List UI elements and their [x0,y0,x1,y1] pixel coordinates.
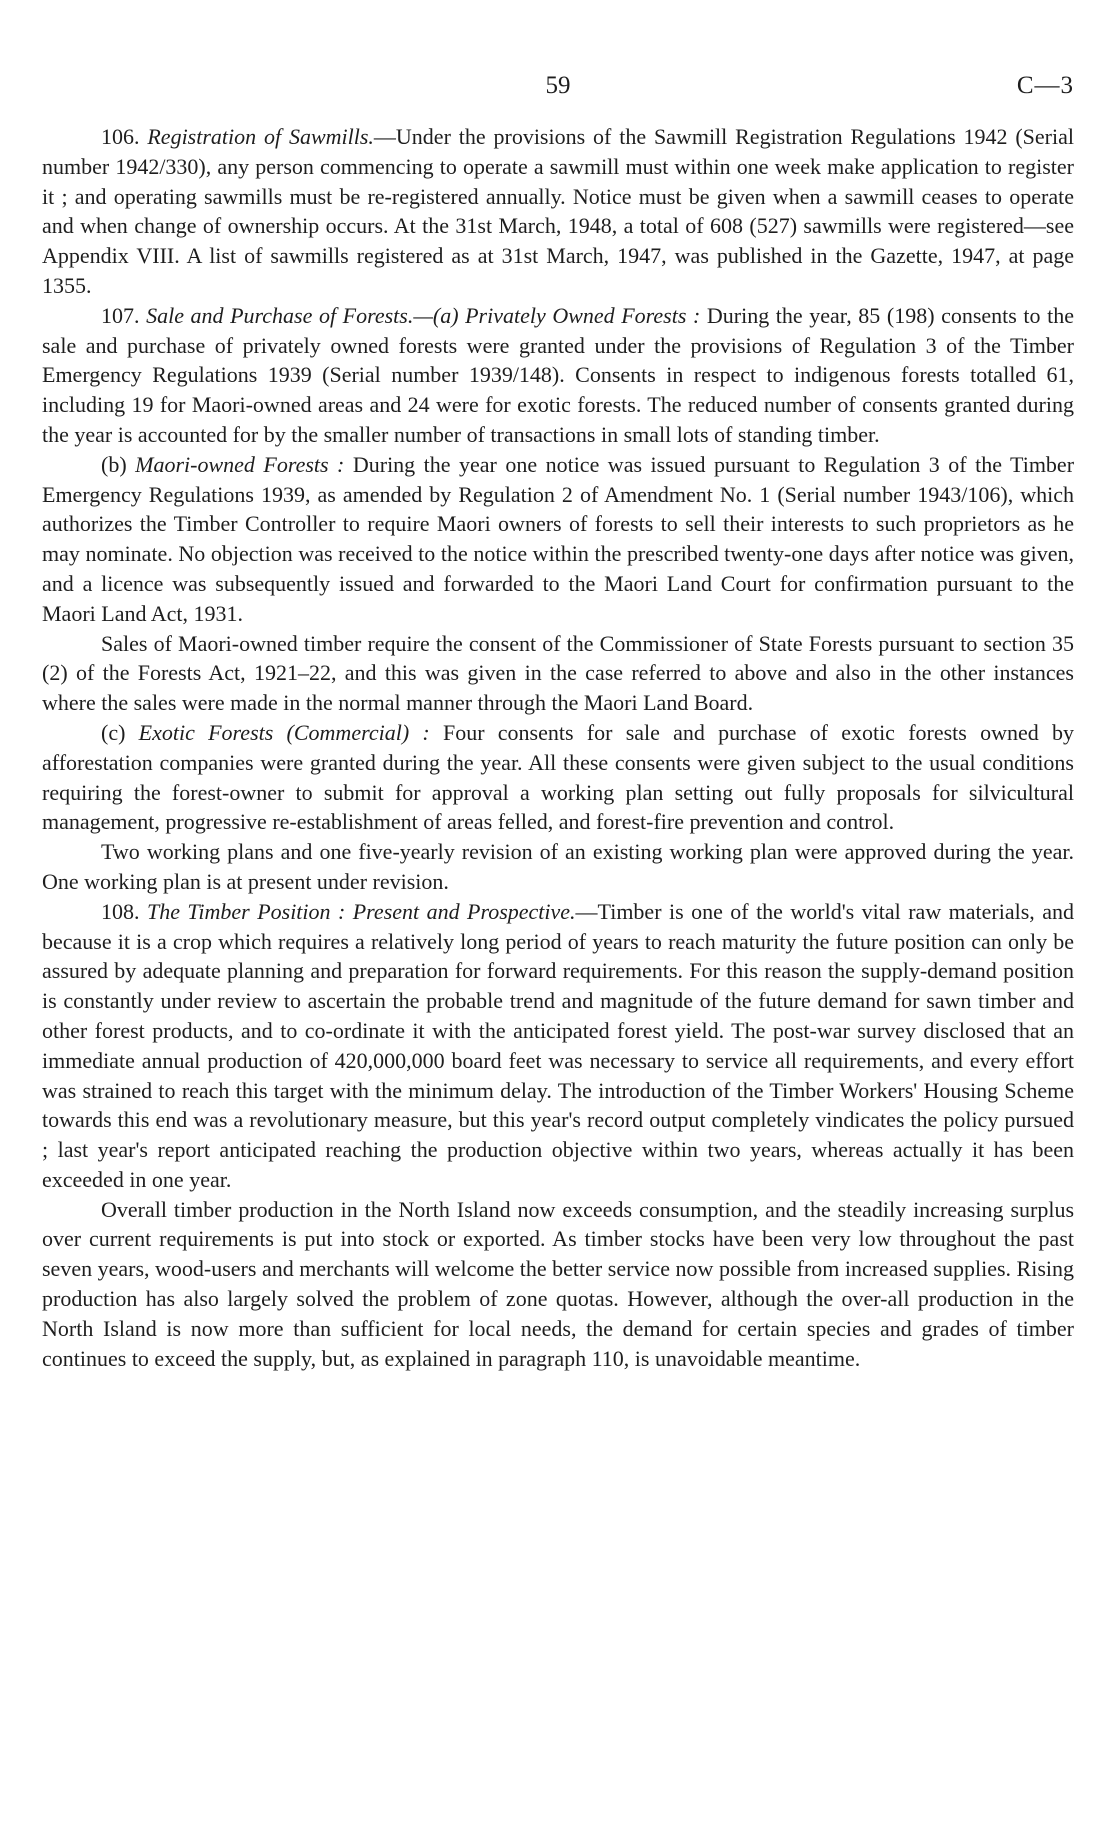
page-number: 59 [545,72,571,99]
document-page [42,72,1074,1373]
paragraph-108-production [42,1195,1074,1374]
paragraph-text: Overall timber production in the North Island now exceeds consumption, and the steadily increasing surplus over current requirements is put into stock or exported. As timber stocks have been very low throughout the past seven years, wood-users and merchants will welcome the better service now possible from increased supplies. Rising production has also largely solved the problem of zone quotas. However, although the over-all production in the North Island is now more than sufficient for local needs, the demand for certain species and grades of timber continues to exceed the supply, but, as explained in paragraph 110, is unavoidable meantime. [42,1196,1074,1371]
paragraph-106 [42,122,1074,301]
paragraph-text: —Timber is one of the world's vital raw materials, and because it is a crop which requires a relatively long period of years to reach maturity the future position can only be assured by adequate planning and preparation for forward requirements. For this reason the supply-demand position is constantly under review to ascertain the probable trend and magnitude of the future demand for sawn timber and other forest products, and to co-ordinate it with the anticipated forest yield. The post-war survey disclosed that an immediate annual production of 420,000,000 board feet was necessary to service all requirements, and every effort was strained to reach this target with the minimum delay. The introduction of the Timber Workers' Housing Scheme towards this end was a revolutionary measure, but this year's record output completely vindicates the policy pursued ; last year's report anticipated reaching the production objective within two years, whereas actually it has been exceeded in one year. [42,898,1074,1192]
paragraph-heading: Maori-owned Forests : [135,451,345,477]
paragraph-107c-plans [42,837,1074,897]
paragraph-text: Two working plans and one five-yearly revision of an existing working plan were approved during the year. One working plan is at present under revision. [42,839,1074,894]
paragraph-107 [42,301,1074,450]
paragraph-number: (b) [101,451,127,477]
paragraph-heading: The Timber Position : Present and Prospective. [146,898,576,924]
paragraph-number: 108. [101,898,140,924]
body-text [42,122,1074,1373]
paragraph-subheading: —(a) Privately Owned Forests : [413,302,701,328]
paragraph-number: 106. [101,124,140,149]
paragraph-number: 107. [101,302,140,328]
paragraph-text: Four consents for sale and purchase of exotic forests owned by afforestation companies were granted during the year. All these consents were given subject to the usual conditions requiring the forest-owner to submit for approval a working plan setting out fully proposals for silvicultural management, progressive re-establishment of areas felled, and forest-fire prevention and control. [42,719,1074,835]
page-header [42,72,1074,112]
paragraph-heading: Exotic Forests (Commercial) : [138,719,430,745]
paragraph-heading: Sale and Purchase of Forests. [146,302,414,328]
series-code: C—3 [1016,72,1074,99]
paragraph-text: During the year one notice was issued pursuant to Regulation 3 of the Timber Emergency Regulations 1939, as amended by Regulation 2 of Amendment No. 1 (Serial number 1943/106), which authorizes the Timber Controller to require Maori owners of forests to sell their interests to such proprietors as he may nominate. No objection was received to the notice within the prescribed twenty-one days after notice was given, and a licence was subsequently issued and forwarded to the Maori Land Court for confirmation pursuant to the Maori Land Act, 1931. [42,451,1075,626]
paragraph-text: During the year, 85 (198) consents to the sale and purchase of privately owned forests were granted under the provisions of Regulation 3 of the Timber Emergency Regulations 1939 (Serial number 1939/148). Consents in respect to indigenous forests totalled 61, including 19 for Maori-owned areas and 24 were for exotic forests. The reduced number of consents granted during the year is accounted for by the smaller number of transactions in small lots of standing timber. [42,302,1074,447]
paragraph-108 [42,897,1074,1195]
paragraph-107b-sales [42,629,1074,718]
paragraph-number: (c) [101,719,126,745]
paragraph-107b [42,450,1074,629]
paragraph-107c [42,718,1074,837]
paragraph-text: —Under the provisions of the Sawmill Registration Regulations 1942 (Serial number 1942/330), any person commencing to operate a sawmill must within one week make application to register it ; and operating sawmills must be re-registered annually. Notice must be given when a sawmill ceases to operate and when change of ownership occurs. At the 31st March, 1948, a total of 608 (527) sawmills were registered—see Appendix VIII. A list of sawmills registered as at 31st March, 1947, was published in the Gazette, 1947, at page 1355. [42,124,1074,298]
paragraph-text: Sales of Maori-owned timber require the consent of the Commissioner of State Forests pursuant to section 35 (2) of the Forests Act, 1921–22, and this was given in the case referred to above and also in the other instances where the sales were made in the normal manner through the Maori Land Board. [42,630,1074,716]
paragraph-heading: Registration of Sawmills. [147,124,374,149]
